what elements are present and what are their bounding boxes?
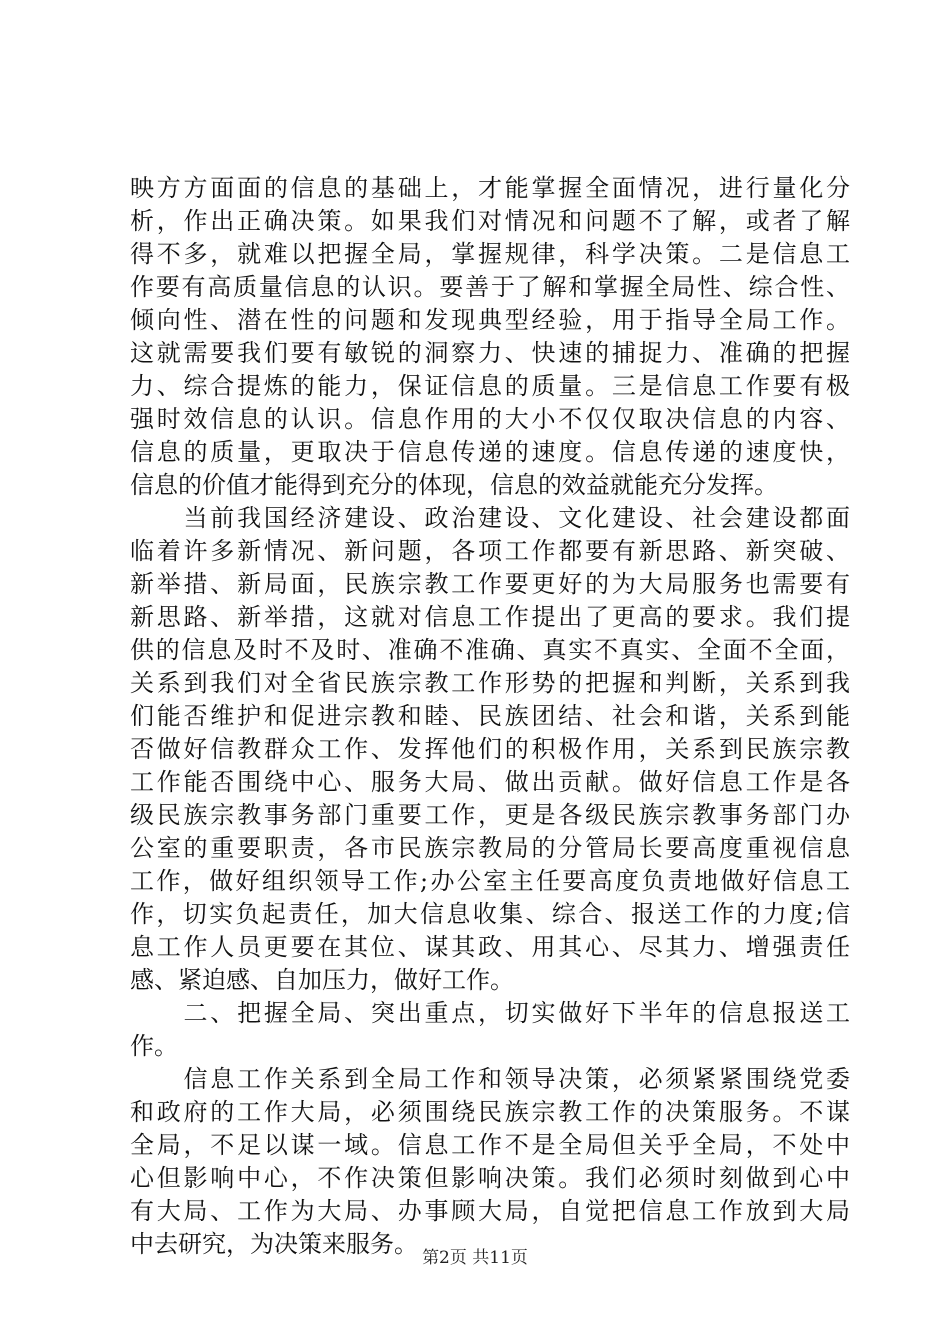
text-line: 信息的价值才能得到充分的体现，信息的效益就能充分发挥。 [130, 471, 778, 499]
text-line: 临着许多新情况、新问题，各项工作都要有新思路、新突破、 [130, 537, 850, 565]
text-line: 们能否维护和促进宗教和睦、民族团结、社会和谐，关系到能 [130, 702, 850, 730]
text-line: 息工作人员更要在其位、谋其政、用其心、尽其力、增强责任 [130, 933, 850, 961]
text-line: 作，切实负起责任，加大信息收集、综合、报送工作的力度;信 [130, 900, 850, 928]
text-line: 供的信息及时不及时、准确不准确、真实不真实、全面不全面， [130, 636, 850, 664]
text-line: 工作，做好组织领导工作;办公室主任要高度负责地做好信息工 [130, 867, 850, 895]
text-line: 二、把握全局、突出重点，切实做好下半年的信息报送工 [130, 999, 850, 1027]
text-line: 倾向性、潜在性的问题和发现典型经验，用于指导全局工作。 [130, 306, 850, 334]
text-line: 强时效信息的认识。信息作用的大小不仅仅取决信息的内容、 [130, 405, 850, 433]
text-line: 新举措、新局面，民族宗教工作要更好的为大局服务也需要有 [130, 570, 850, 598]
text-line: 感、紧迫感、自加压力，做好工作。 [130, 966, 514, 994]
text-line: 工作能否围绕中心、服务大局、做出贡献。做好信息工作是各 [130, 768, 850, 796]
text-line: 中去研究，为决策来服务。 [130, 1230, 418, 1258]
text-line: 作。 [130, 1032, 178, 1060]
text-line: 和政府的工作大局，必须围绕民族宗教工作的决策服务。不谋 [130, 1098, 850, 1126]
text-line: 得不多，就难以把握全局，掌握规律，科学决策。二是信息工 [130, 240, 850, 268]
text-line: 级民族宗教事务部门重要工作，更是各级民族宗教事务部门办 [130, 801, 850, 829]
text-line: 析，作出正确决策。如果我们对情况和问题不了解，或者了解 [130, 207, 850, 235]
text-line: 公室的重要职责，各市民族宗教局的分管局长要高度重视信息 [130, 834, 850, 862]
document-body [130, 172, 850, 1261]
text-line: 这就需要我们要有敏锐的洞察力、快速的捕捉力、准确的把握 [130, 339, 850, 367]
page-footer: 第2页 共11页 [422, 1248, 528, 1268]
text-line: 力、综合提炼的能力，保证信息的质量。三是信息工作要有极 [130, 372, 850, 400]
text-line: 否做好信教群众工作、发挥他们的积极作用，关系到民族宗教 [130, 735, 850, 763]
text-line: 有大局、工作为大局、办事顾大局，自觉把信息工作放到大局 [130, 1197, 850, 1225]
text-line: 心但影响中心，不作决策但影响决策。我们必须时刻做到心中 [130, 1164, 850, 1192]
text-line: 信息工作关系到全局工作和领导决策，必须紧紧围绕党委 [130, 1065, 850, 1093]
text-line: 新思路、新举措，这就对信息工作提出了更高的要求。我们提 [130, 603, 850, 631]
text-line: 作要有高质量信息的认识。要善于了解和掌握全局性、综合性、 [130, 273, 850, 301]
text-line: 映方方面面的信息的基础上，才能掌握全面情况，进行量化分 [130, 174, 850, 202]
text-line: 当前我国经济建设、政治建设、文化建设、社会建设都面 [130, 504, 850, 532]
text-line: 信息的质量，更取决于信息传递的速度。信息传递的速度快， [130, 438, 850, 466]
text-line: 关系到我们对全省民族宗教工作形势的把握和判断，关系到我 [130, 669, 850, 697]
text-line: 全局，不足以谋一域。信息工作不是全局但关乎全局，不处中 [130, 1131, 850, 1159]
